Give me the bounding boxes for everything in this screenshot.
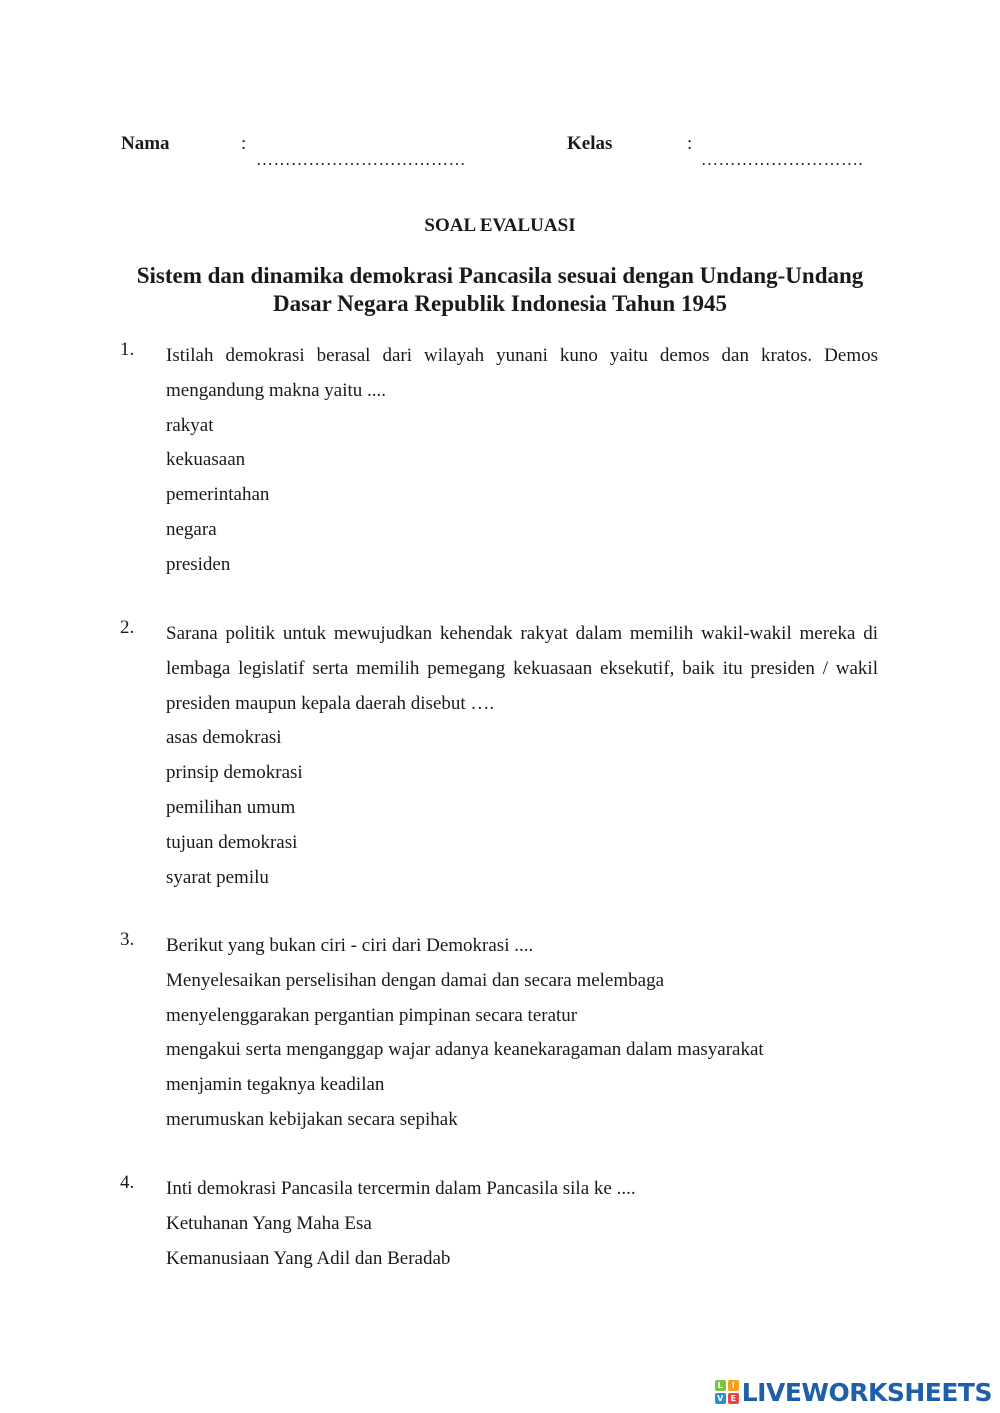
question-number: 4. <box>120 1172 135 1193</box>
nama-input-line[interactable]: ……………………………… <box>256 150 466 169</box>
question-number: 2. <box>120 617 135 638</box>
answer-option[interactable]: Kemanusiaan Yang Adil dan Beradab <box>166 1247 451 1269</box>
answer-option[interactable]: tujuan demokrasi <box>166 831 298 853</box>
kelas-colon: : <box>687 133 693 154</box>
answer-option[interactable]: menyelenggarakan pergantian pimpinan secara teratur <box>166 1004 578 1026</box>
question-stem: Istilah demokrasi berasal dari wilayah yunani kuno yaitu demos dan kratos. Demos mengandung makna yaitu .... <box>166 345 878 401</box>
answer-option[interactable]: negara <box>166 518 217 540</box>
answer-option[interactable]: syarat pemilu <box>166 866 269 888</box>
nama-label: Nama <box>121 133 170 154</box>
page-title: SOAL EVALUASI <box>424 215 576 236</box>
question-stem: Berikut yang bukan ciri - ciri dari Demokrasi .... <box>166 935 534 956</box>
question-number: 1. <box>120 339 135 360</box>
answer-option[interactable]: pemilihan umum <box>166 796 296 818</box>
question-stem: Sarana politik untuk mewujudkan kehendak rakyat dalam memilih wakil-wakil mereka di lembaga legislatif serta memilih pemegang kekuasaan eksekutif, baik itu presiden / wakil presiden maupun kepala daerah disebut …. <box>166 623 878 714</box>
answer-option[interactable]: merumuskan kebijakan secara sepihak <box>166 1108 458 1130</box>
nama-colon: : <box>241 133 247 154</box>
question-number: 3. <box>120 929 135 950</box>
logo-mark-letter: L <box>715 1380 726 1391</box>
answer-option[interactable]: kekuasaan <box>166 449 246 471</box>
answer-option[interactable]: pemerintahan <box>166 484 270 506</box>
answer-option[interactable]: Ketuhanan Yang Maha Esa <box>166 1212 372 1234</box>
kelas-label: Kelas <box>567 133 613 154</box>
logo-mark-letter: E <box>728 1393 739 1404</box>
answer-option[interactable]: presiden <box>166 553 231 575</box>
kelas-input-line[interactable]: ………………………. <box>701 150 864 169</box>
logo-mark-letter: V <box>715 1393 726 1404</box>
logo-text: LIVEWORKSHEETS <box>741 1377 992 1407</box>
answer-option[interactable]: rakyat <box>166 414 214 436</box>
liveworksheets-logo <box>715 1377 992 1407</box>
liveworksheets-mark-icon <box>715 1380 739 1404</box>
answer-option[interactable]: prinsip demokrasi <box>166 762 303 784</box>
answer-option[interactable]: mengakui serta menganggap wajar adanya keanekaragaman dalam masyarakat <box>166 1039 764 1061</box>
answer-option[interactable]: menjamin tegaknya keadilan <box>166 1074 385 1096</box>
page-subtitle: Sistem dan dinamika demokrasi Pancasila sesuai dengan Undang-Undang Dasar Negara Republik Indonesia Tahun 1945 <box>136 263 864 316</box>
question-stem: Inti demokrasi Pancasila tercermin dalam Pancasila sila ke .... <box>166 1178 636 1199</box>
logo-mark-letter: I <box>728 1380 739 1391</box>
answer-option[interactable]: asas demokrasi <box>166 727 282 749</box>
answer-option[interactable]: Menyelesaikan perselisihan dengan damai dan secara melembaga <box>166 969 665 991</box>
